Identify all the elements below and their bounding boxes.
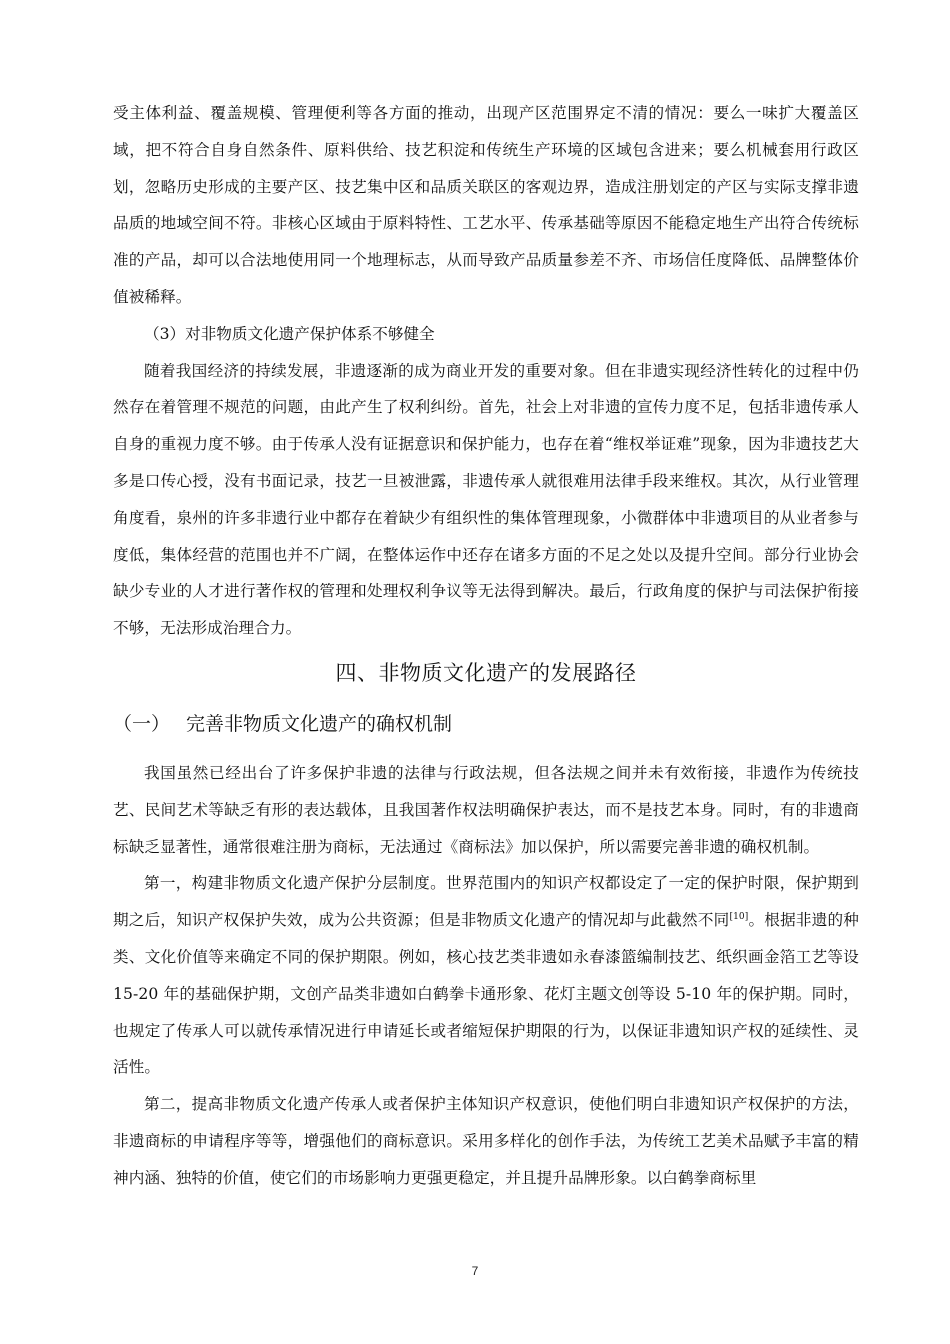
paragraph-ip-awareness: 第二，提高非物质文化遗产传承人或者保护主体知识产权意识，使他们明白非遗知识产权保护的方法，非遗商标的申请程序等等，增强他们的商标意识。采用多样化的创作手法，为传统工艺美术品赋予丰富的精神内涵、独特的价值，使它们的市场影响力更强更稳定，并且提升品牌形象。以白鹤拳商标里 (113, 1095, 859, 1187)
section-heading (113, 699, 859, 749)
citation-reference: [10] (729, 911, 749, 922)
chapter-heading: 四、非物质文化遗产的发展路径 (335, 660, 637, 685)
paragraph-text: 第一，构建非物质文化遗产保护分层制度。世界范围内的知识产权都设定了一定的保护时限，保护期到期之后，知识产权保护失效，成为公共资源；但是非物质文化遗产的情况却与此截然不同 (113, 874, 859, 930)
paragraph-geographic-indication-scope: 受主体利益、覆盖规模、管理便利等各方面的推动，出现产区范围界定不清的情况：要么一味扩大覆盖区域，把不符合自身自然条件、原料供给、技艺积淀和传统生产环境的区域包含进来；要么机械套用行政区划，忽略历史形成的主要产区、技艺集中区和品质关联区的客观边界，造成注册划定的产区与实际支撑非遗品质的地域空间不符。非核心区域由于原料特性、工艺水平、传承基础等原因不能稳定地生产出符合传统标准的产品，却可以合法地使用同一个地理标志，从而导致产品质量参差不齐、市场信任度降低、品牌整体价值被稀释。 (113, 104, 859, 306)
subheading-protection-system: （3）对非物质文化遗产保护体系不够健全 (144, 324, 435, 343)
section-heading-title: 完善非物质文化遗产的确权机制 (186, 712, 453, 735)
page-content (113, 95, 859, 1197)
paragraph-rights-mechanism-intro: 我国虽然已经出台了许多保护非遗的法律与行政法规，但各法规之间并未有效衔接，非遗作为传统技艺、民间艺术等缺乏有形的表达载体，且我国著作权法明确保护表达，而不是技艺本身。同时，有的非遗商标缺乏显著性，通常很难注册为商标，无法通过《商标法》加以保护，所以需要完善非遗的确权机制。 (113, 763, 859, 856)
section-heading-number: （一） (113, 712, 171, 735)
paragraph-text: 。根据非遗的种类、文化价值等来确定不同的保护期限。例如，核心技艺类非遗如永春漆篮编制技艺、纸织画金箔工艺等设 15-20 年的基础保护期，文创产品类非遗如白鹤拳卡通形象、花灯主题文创等设 5-10 年的保护期。同时，也规定了传承人可以就传承情况进行申请延长或者缩短保护期限的行为，以保证非遗知识产权的延续性、灵活性。 (113, 911, 859, 1077)
page-number: 7 (471, 1264, 479, 1278)
paragraph-layered-protection (113, 865, 859, 1086)
paragraph-protection-system: 随着我国经济的持续发展，非遗逐渐的成为商业开发的重要对象。但在非遗实现经济性转化的过程中仍然存在着管理不规范的问题，由此产生了权利纠纷。首先，社会上对非遗的宣传力度不足，包括非遗传承人自身的重视力度不够。由于传承人没有证据意识和保护能力，也存在着“维权举证难”现象，因为非遗技艺大多是口传心授，没有书面记录，技艺一旦被泄露，非遗传承人就很难用法律手段来维权。其次，从行业管理角度看，泉州的许多非遗行业中都存在着缺少有组织性的集体管理现象，小微群体中非遗项目的从业者参与度低，集体经营的范围也并不广阔，在整体运作中还存在诸多方面的不足之处以及提升空间。部分行业协会缺少专业的人才进行著作权的管理和处理权利争议等无法得到解决。最后，行政角度的保护与司法保护衔接不够，无法形成治理合力。 (113, 361, 859, 638)
